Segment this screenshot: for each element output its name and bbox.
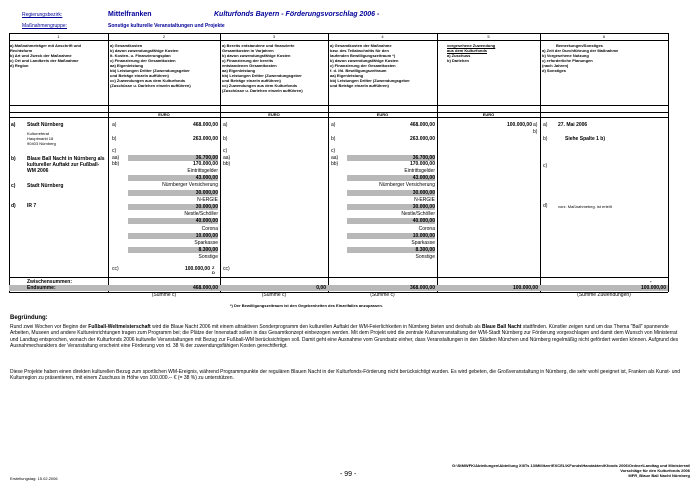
grand-total-dash: -: [650, 279, 652, 285]
page-title: Kulturfonds Bayern - Förderungsvorschlag 2006 -: [214, 11, 380, 18]
funder-name: Nestle/Schöller: [184, 211, 218, 218]
other-remarks: vorz. Maßnahmebeg. ist erteilt: [558, 204, 612, 209]
period-funder-name: Corona: [418, 225, 435, 232]
proposed-grant: 100.000,00: [506, 122, 532, 128]
period-total-costs: 468.000,00: [409, 122, 435, 128]
c1-letter-b: b): [11, 156, 16, 162]
c2-letter-bb: bb): [112, 161, 120, 167]
c4-letter-aa: aa): [331, 155, 339, 161]
c1-letter-d: d): [11, 203, 16, 209]
footnote: *) Der Bewilligungszeitraum ist den Gegebenheiten des Einzelfalles anzupassen.: [230, 303, 383, 308]
euro-label-3: EURO: [268, 112, 280, 117]
justification-title: Begründung:: [10, 315, 48, 321]
region-label: Regierungsbezirk:: [22, 12, 63, 18]
c6-letter-c: c): [543, 163, 548, 169]
region-value: Mittelfranken: [108, 11, 152, 18]
col-header-4: a) Gesamtkosten der Maßnahme bzw. des Teilabschnitts für den laufenden Bewilligungszeitraum *) b) davon zuwendungsfähige Kosten c) Finanzierung der Gesamtkosten f. d. lfd. Bewilligungszeitraum aa) Eigenleistung bb) Leistungen Dritter (Zuwendungsgeber und Beträge einzeln aufführen): [330, 43, 410, 88]
funder-name: Eintrittsgelder: [187, 168, 218, 174]
c3-letter-bb: bb): [223, 161, 231, 167]
period-funder-amount: 30.000,00: [412, 204, 435, 210]
page-number: - 99 -: [340, 471, 357, 478]
period-funder-name: Sonstige: [415, 254, 435, 261]
c5-letter-a: a): [533, 122, 538, 128]
eligible-costs: 263.000,00: [192, 136, 218, 142]
funder-amount: 30.000,00: [195, 204, 218, 210]
period-funder-name: Eintrittsgelder: [404, 168, 435, 174]
c6-letter-b: b): [543, 136, 548, 142]
sum-c-label-2: (Summe c): [151, 292, 177, 298]
c1-letter-c: c): [11, 183, 16, 189]
own-contribution: 36.700,00: [195, 155, 218, 161]
col-number-5: 5: [487, 34, 490, 39]
grand-total-c6: 100.000,00: [640, 285, 666, 291]
sum-c-label-4: (Summe c): [370, 292, 395, 298]
funder-amount: 10.000,00: [195, 232, 218, 239]
funder-name: Corona: [201, 225, 218, 232]
grand-total-c3: 0,00: [316, 285, 326, 291]
execution-date: 27. Mai 2006: [558, 122, 588, 128]
funder-name: Sparkasse: [194, 240, 218, 246]
col-number-4: 4: [381, 34, 384, 39]
justification-paragraph-1: Rund zwei Wochen vor Beginn der Fußball-Weltmeisterschaft wird die Blaue Nacht 2006 mit einem attraktiven Sonderprogramm den kulturellen Auftakt der WM-Feierlichkeiten in Nürnberg bieten und deshalb als Blaue Ball Nacht stattfinden. Künstler zeigen rund um das Thema "Ball" spannende Arbeiten, Museen und andere Kultureinrichtungen tragen zum Programm bei; die Plätze der Innenstadt sollen in das Gesamtkonzept einbezogen werden. Mit dem Projekt wird die zentrale Kulturveranstaltung der WM-Stadt Nürnberg zur Förderung vorgeschlagen und damit dem Wunsch von Ministerrat und Landtag entsprochen, wonach der Kulturfonds 2006 kulturelle Veranstaltungen mit Bezug zur Fußball-WM berücksichtigen soll. Damit geht eine Ausnahme vom Grundsatz einher, dass Veranstaltungen in den Städten München und Nürnberg regelmäßig nicht gefördert werden können. Aufgrund des Ausnahmecharakters der Veranstaltung erscheint eine Förderung von rd. 38 % der zuwendungsfähigen Kosten gerechtfertigt.: [10, 324, 679, 349]
euro-label-2: EURO: [158, 112, 170, 117]
col-number-1: 1: [57, 34, 60, 39]
period-funder-amount: 30.000,00: [412, 189, 435, 196]
sum-c-label-3: (Summe c): [261, 292, 287, 298]
c6-letter-d: d): [543, 203, 548, 209]
z-d-marker: Z D: [212, 265, 215, 275]
euro-label-5: EURO: [482, 112, 495, 117]
period-eligible-costs: 263.000,00: [409, 136, 435, 142]
period-third-party: 170.000,00: [409, 161, 435, 167]
c4-letter-bb: bb): [331, 161, 339, 167]
period-funder-amount: 43.000,00: [412, 175, 435, 182]
c4-letter-a: a): [331, 122, 336, 128]
creation-date: Erstellungstag: 15.02.2006: [10, 476, 58, 481]
third-party-contributions: 170.000,00: [192, 161, 218, 167]
justification-paragraph-2: Diese Projekte haben einen direkten kulturellen Bezug zum sportlichen WM-Ereignis, während Programmpunkte der regulären Blauen Nacht in der Kulturfonds-Förderung nicht berücksichtigt wurden. Es wird gebeten, die Großveranstaltung in Nürnberg, die sehr wohl geeignet ist, Franken als Kunst- und Kulturregion zu präsentieren, mit einem Zuschuss in Höhe von 100.000.-- € (= 38 %) zu unterstützen.: [10, 369, 681, 382]
project-location: Stadt Nürnberg: [27, 183, 64, 189]
total-costs: 468.000,00: [192, 122, 218, 128]
c4-letter-b: b): [331, 136, 336, 142]
col-header-5: vorgesehene Zuwendung aus dem Kulturfonds a) Zuschuss b) Darlehen: [447, 43, 496, 63]
subtotal-label: Zwischensummen:: [27, 279, 73, 285]
col-header-1: a) Maßnahmeträger mit Anschrift und Rechtsform b) Art und Zweck der Maßnahme c) Ort und Landkreis der Maßnahme d) Region: [10, 43, 81, 68]
col-number-3: 3: [272, 34, 276, 39]
c2-letter-aa: aa): [112, 155, 120, 161]
c6-letter-a: a): [543, 122, 548, 128]
c2-letter-b: b): [112, 136, 117, 142]
grand-total-label: Endsumme:: [27, 285, 56, 291]
sum-grants-label: (Summe Zuwendungen): [577, 292, 631, 298]
period-funder-name: Nestle/Schöller: [401, 211, 435, 218]
fund-subsidy: 100.000,00: [184, 266, 210, 272]
funder-name: N-ERGIE: [197, 196, 218, 203]
file-path: G:\StMWFK\Abteilungen\Abteilung XII\Ts 13\Millitzer\EXCEL\KFonds\Handakten\Kfonds 2006\Ordner\Landtag und Ministerrat\ Vorschläge für den Kulturfonds 2006 MFR_Blaue Ball Nacht Nürnberg: [452, 463, 690, 478]
col-header-6: Bemerkungen/Sonstiges a) Zeit der Durchführung der Maßnahme b) Vorgesehene Nutzung c) erforderliche Planungen (nach Jahren) d) Sonstiges: [542, 43, 619, 73]
intended-use: Siehe Spalte 1 b): [565, 136, 606, 142]
funder-amount: 30.000,00: [195, 189, 218, 196]
project-region: IR 7: [27, 203, 37, 209]
funder-name: Nürnberger Versicherung: [162, 182, 218, 189]
group-label: Maßnahmengruppe:: [22, 23, 68, 29]
period-funder-amount: 10.000,00: [412, 232, 435, 239]
col-header-3: a) Bereits entstandene und finanzierte Gesamtkosten in Vorjahren b) davon zuwendungsfähige Kosten c) Finanzierung der bereits entstandenen Gesamtkosten aa) Eigenleistung bb) Leistungen Dritter (Zuwendungsgeber und Beträge einzeln aufführen) cc) Zuwendungen aus dem Kulturfonds (Zuschüsse u. Darlehen einzeln aufführen): [222, 43, 303, 93]
funder-amount: 40.000,00: [195, 218, 218, 225]
period-funder-name: N-ERGIE: [414, 196, 435, 203]
col-number-2: 2: [162, 34, 166, 39]
funder-name: Sonstige: [198, 254, 218, 261]
col-header-2: a) Gesamtkosten b) davon zuwendungsfähige Kosten lt. Kosten- u. Finanzierungsplan c) Finanzierung der Gesamtkosten aa) Eigenleistung bb) Leistungen Dritter (Zuwendungsgeber und Beträge einzeln aufführen) cc) Zuwendungen aus dem Kulturfonds (Zuschüsse u. Darlehen einzeln aufführen): [110, 43, 191, 88]
grand-total-c4: 368.000,00: [409, 285, 435, 291]
c2-letter-c: c): [112, 148, 117, 154]
grand-total-c2: 468.000,00: [192, 285, 218, 291]
col-number-6: 6: [602, 34, 606, 39]
c5-letter-b: b): [533, 129, 538, 135]
funder-amount: 8.300,00: [198, 247, 218, 254]
period-funder-amount: 40.000,00: [412, 218, 435, 225]
project-description: Blaue Ball Nacht in Nürnberg als kultureller Auftakt zur Fußball- WM 2006: [27, 156, 105, 174]
applicant-address: Kulturreferat Hauptmarkt 18 90403 Nürnberg: [27, 131, 56, 146]
c3-letter-aa: aa): [223, 155, 231, 161]
funder-amount: 43.000,00: [195, 175, 218, 182]
period-funder-name: Nürnberger Versicherung: [379, 182, 435, 189]
c3-letter-b: b): [223, 136, 228, 142]
period-funder-amount: 8.300,00: [415, 247, 435, 254]
c3-letter-cc: cc): [223, 266, 230, 272]
grand-total-c5: 100.000,00: [512, 285, 538, 291]
euro-label-4: EURO: [376, 112, 389, 117]
period-own-contribution: 36.700,00: [412, 155, 435, 161]
c4-letter-c: c): [331, 148, 336, 154]
group-value: Sonstige kulturelle Veranstaltungen und Projekte: [108, 23, 225, 29]
period-funder-name: Sparkasse: [411, 240, 435, 246]
c2-letter-a: a): [112, 122, 117, 128]
c3-letter-a: a): [223, 122, 228, 128]
c2-letter-cc: cc): [112, 266, 119, 272]
applicant-name: Stadt Nürnberg: [27, 122, 64, 128]
c3-letter-c: c): [223, 148, 228, 154]
c1-letter-a: a): [11, 122, 16, 128]
